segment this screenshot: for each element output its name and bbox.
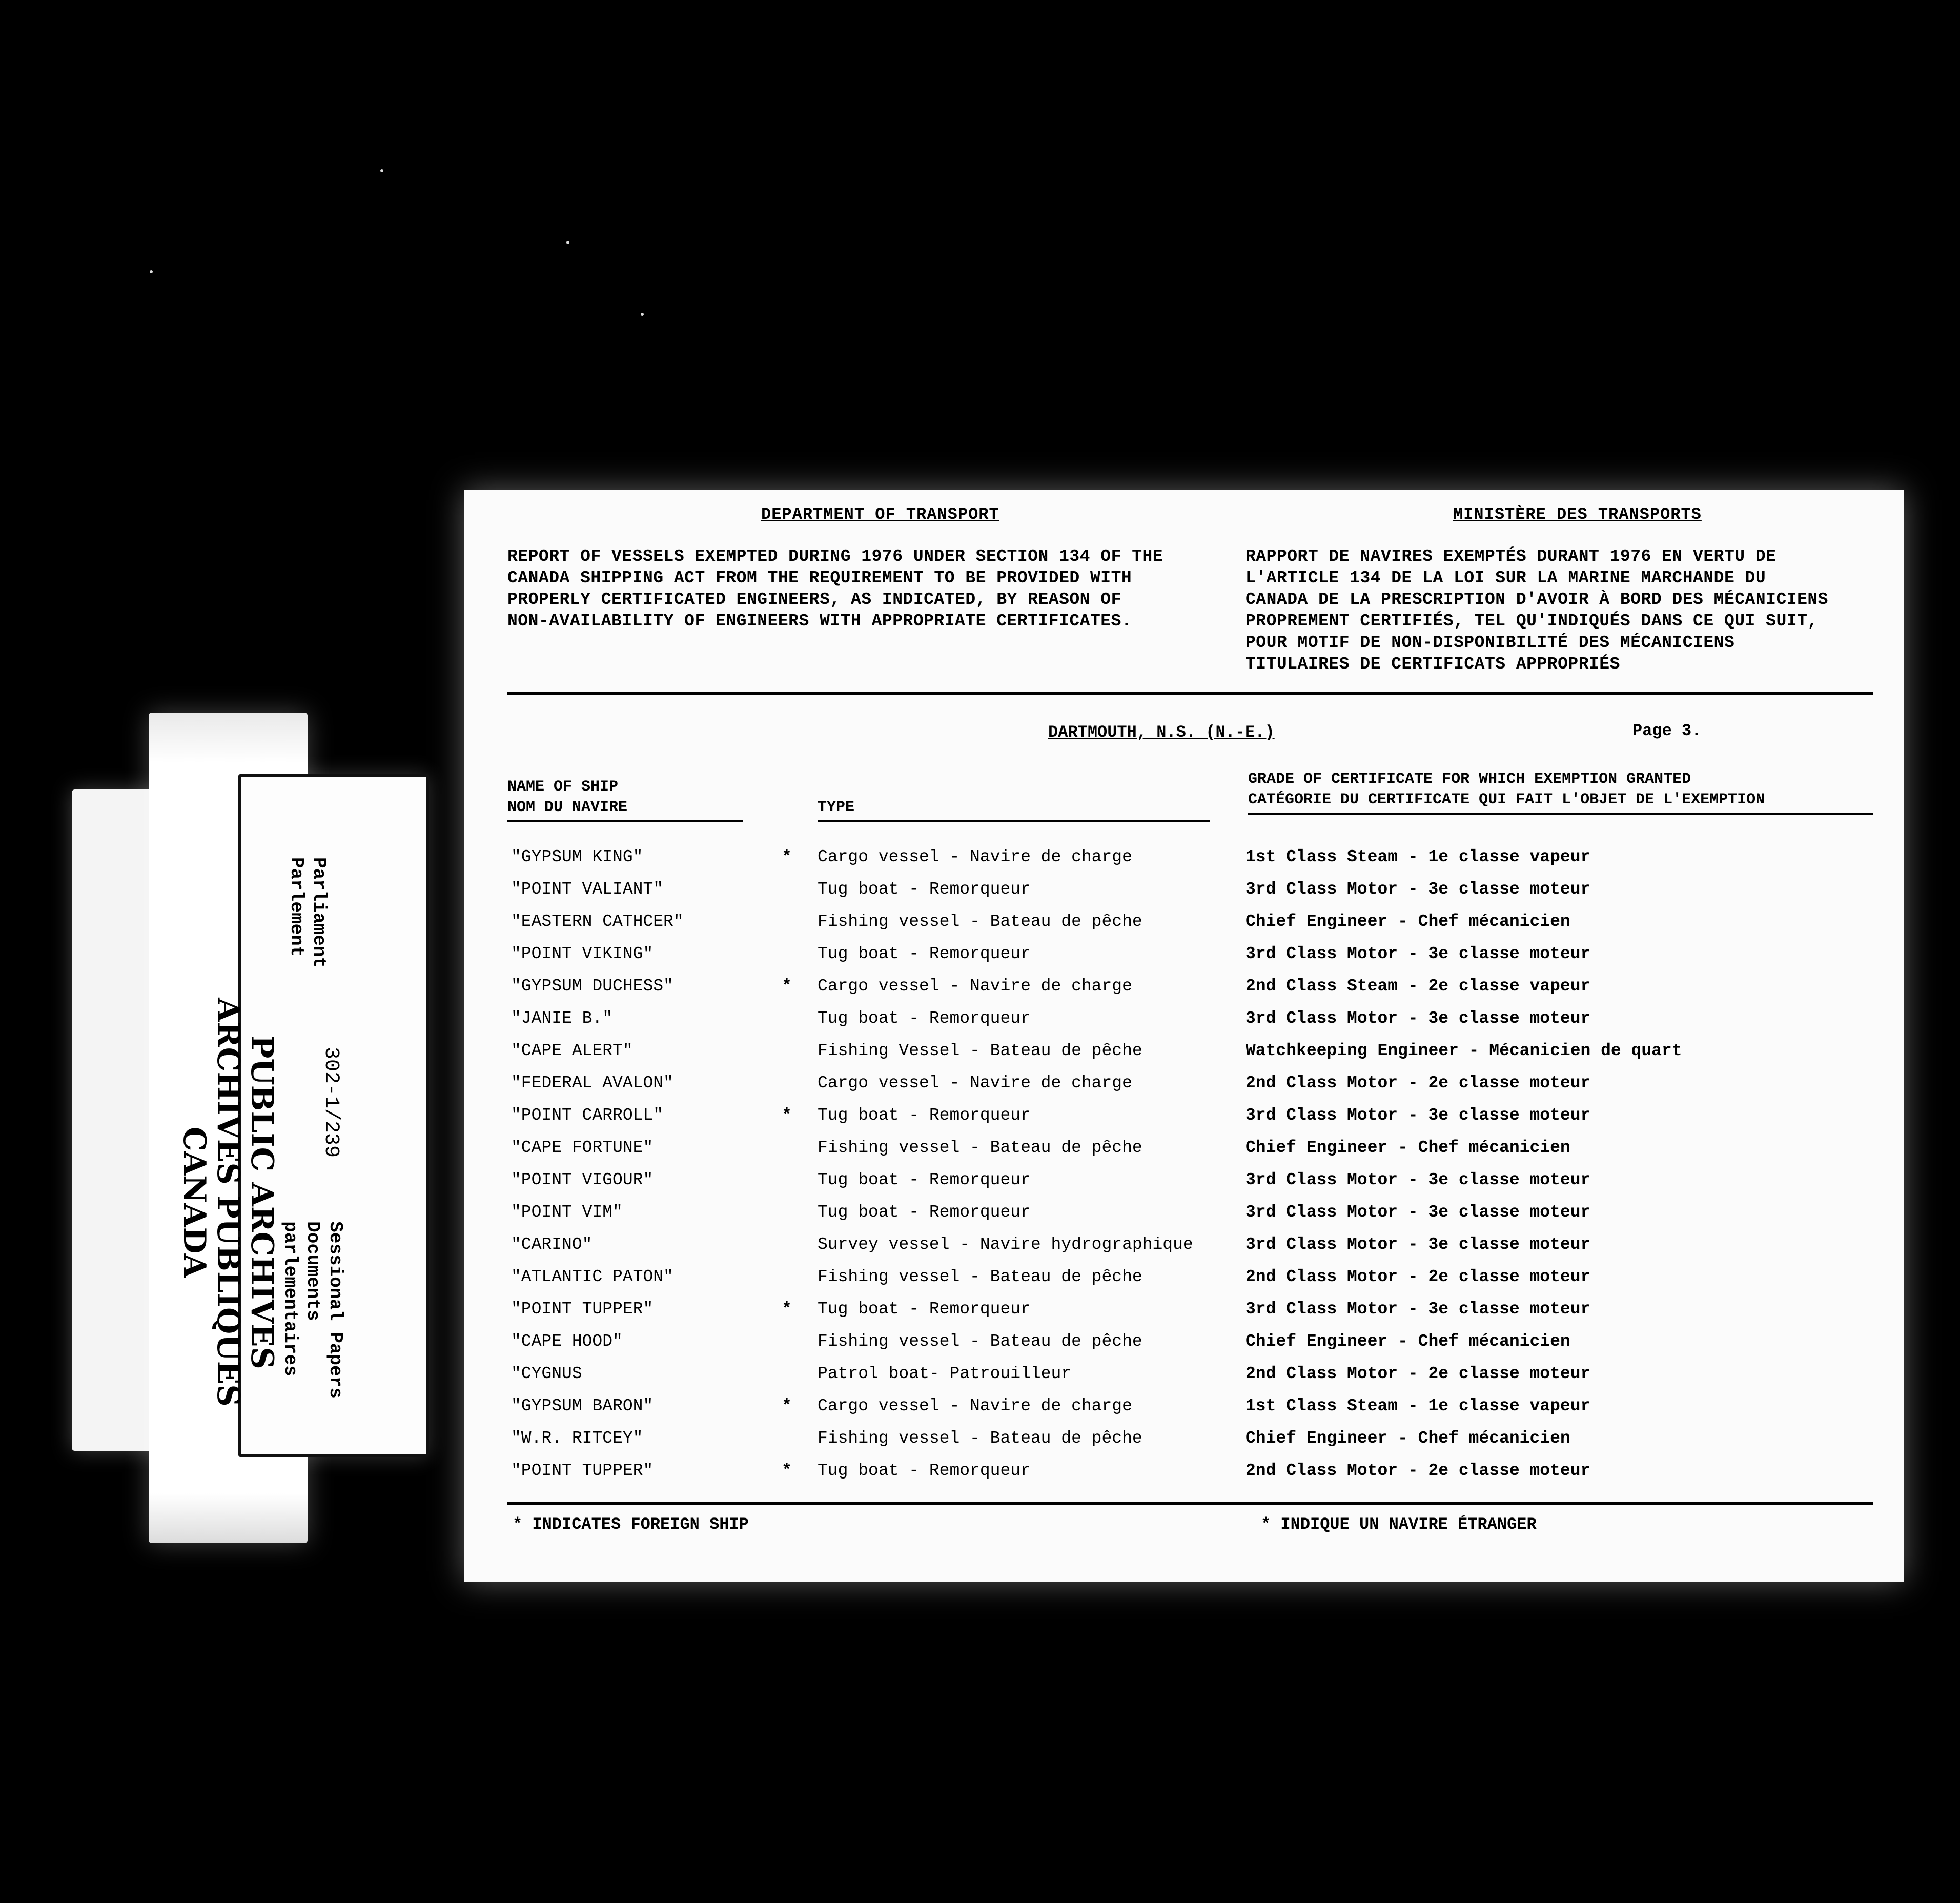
table-row [464,1293,1904,1325]
ship-name: "CAPE HOOD" [511,1332,623,1351]
parliament-en: Parliament [309,857,330,968]
foreign-ship-marker: * [782,847,792,866]
archives-line-1: PUBLIC ARCHIVES [244,1035,280,1369]
vessel-type: Patrol boat- Patrouilleur [818,1364,1072,1383]
vessel-type: Fishing vessel - Bateau de pêche [818,1332,1142,1351]
ship-name: "POINT CARROLL" [511,1106,664,1125]
department-title-en: DEPARTMENT OF TRANSPORT [761,505,999,524]
ship-name: "CYGNUS [511,1364,582,1383]
ship-name: "POINT VIGOUR" [511,1170,654,1189]
column-header-grade: GRADE OF CERTIFICATE FOR WHICH EXEMPTION GRANTED CATÉGORIE DU CERTIFICATE QUI FAIT L'OBJET DE L'EXEMPTION [1248,771,1765,808]
ship-name: "POINT VIM" [511,1203,623,1222]
ship-name: "GYPSUM DUCHESS" [511,977,673,996]
vessel-type: Tug boat - Remorqueur [818,1009,1031,1028]
vessel-type: Tug boat - Remorqueur [818,880,1031,899]
header-underline-type [818,820,1210,822]
ship-name: "FEDERAL AVALON" [511,1074,673,1092]
table-row [464,1358,1904,1390]
vessel-type: Survey vessel - Navire hydrographique [818,1235,1193,1254]
column-header-name: NAME OF SHIP NOM DU NAVIRE [507,778,628,816]
table-row [464,1067,1904,1099]
table-row [464,1035,1904,1067]
vessel-type: Fishing vessel - Bateau de pêche [818,1267,1142,1286]
certificate-grade: 3rd Class Motor - 3e classe moteur [1246,944,1591,963]
table-row [464,1099,1904,1131]
footnote-en: * INDICATES FOREIGN SHIP [513,1515,749,1534]
ship-name: "POINT VIKING" [511,944,654,963]
bottom-divider [507,1502,1873,1505]
location-title: DARTMOUTH, N.S. (N.-E.) [1048,723,1275,742]
exemption-report-document [464,490,1904,1582]
vessel-type: Tug boat - Remorqueur [818,1300,1031,1319]
vessel-type: Fishing Vessel - Bateau de pêche [818,1041,1142,1060]
report-description-fr: RAPPORT DE NAVIRES EXEMPTÉS DURANT 1976 EN VERTU DE L'ARTICLE 134 DE LA LOI SUR LA MARINE MARCHANDE DU CANADA DE LA PRESCRIPTION D'AVOIR À BORD DES MÉCANICIENS PROPREMENT CERTIFIÉS, TEL QU'INDIQUÉS DANS CE QUI SUIT, POUR MOTIF DE NON-DISPONIBILITÉ DES MÉCANICIENS TITULAIRES DE CERTIFICATS APPROPRIÉS [1246,547,1828,674]
certificate-grade: Chief Engineer - Chef mécanicien [1246,912,1570,931]
vessel-type: Fishing vessel - Bateau de pêche [818,912,1142,931]
archives-line-2: ARCHIVES PUBLIQUES [210,998,246,1407]
foreign-ship-marker: * [782,1396,792,1415]
sessional-fr-2: parlementaires [280,1221,301,1376]
public-archives-stamp [177,864,279,1541]
sessional-papers-label [279,1221,346,1399]
certificate-grade: Chief Engineer - Chef mécanicien [1246,1138,1570,1157]
certificate-grade: 3rd Class Motor - 3e classe moteur [1246,1203,1591,1222]
table-row [464,1390,1904,1422]
foreign-ship-marker: * [782,1300,792,1319]
vessel-type: Tug boat - Remorqueur [818,1203,1031,1222]
vessel-type: Tug boat - Remorqueur [818,944,1031,963]
parliament-label [285,857,330,968]
department-title-fr: MINISTÈRE DES TRANSPORTS [1453,505,1702,524]
ship-name: "POINT TUPPER" [511,1461,654,1480]
certificate-grade: 3rd Class Motor - 3e classe moteur [1246,1235,1591,1254]
ship-name: "CAPE ALERT" [511,1041,633,1060]
certificate-grade: 3rd Class Motor - 3e classe moteur [1246,1009,1591,1028]
certificate-grade: 3rd Class Motor - 3e classe moteur [1246,1170,1591,1189]
header-underline-name [507,820,743,822]
foreign-ship-marker: * [782,1461,792,1480]
ship-name: "CAPE FORTUNE" [511,1138,654,1157]
vessel-type: Tug boat - Remorqueur [818,1461,1031,1480]
table-row [464,1422,1904,1454]
certificate-grade: 1st Class Steam - 1e classe vapeur [1246,1396,1591,1415]
foreign-ship-marker: * [782,977,792,996]
background-speck [641,313,644,316]
vessel-table [464,841,1904,1487]
table-row [464,1325,1904,1358]
table-row [464,1196,1904,1228]
certificate-grade: 2nd Class Motor - 2e classe moteur [1246,1364,1591,1383]
table-row [464,841,1904,873]
table-row [464,1131,1904,1164]
certificate-grade: 2nd Class Motor - 2e classe moteur [1246,1267,1591,1286]
ship-name: "EASTERN CATHCER" [511,912,684,931]
reference-number: 302-1/239 [319,1046,342,1158]
ship-name: "GYPSUM KING" [511,847,643,866]
ship-name: "POINT VALIANT" [511,880,664,899]
ship-name: "ATLANTIC PATON" [511,1267,673,1286]
vessel-type: Fishing vessel - Bateau de pêche [818,1138,1142,1157]
ship-name: "JANIE B." [511,1009,613,1028]
certificate-grade: 3rd Class Motor - 3e classe moteur [1246,880,1591,899]
ship-name: "POINT TUPPER" [511,1300,654,1319]
certificate-grade: Chief Engineer - Chef mécanicien [1246,1332,1570,1351]
ship-name: "CARINO" [511,1235,593,1254]
table-row [464,873,1904,905]
vessel-type: Tug boat - Remorqueur [818,1106,1031,1125]
header-underline-grade [1248,813,1873,815]
certificate-grade: 2nd Class Steam - 2e classe vapeur [1246,977,1591,996]
vessel-type: Cargo vessel - Navire de charge [818,1396,1132,1415]
vessel-type: Cargo vessel - Navire de charge [818,847,1132,866]
table-row [464,1261,1904,1293]
background-speck [566,241,569,244]
report-description-en: REPORT OF VESSELS EXEMPTED DURING 1976 UNDER SECTION 134 OF THE CANADA SHIPPING ACT FROM THE REQUIREMENT TO BE PROVIDED WITH PROPERLY CERTIFICATED ENGINEERS, AS INDICATED, BY REASON OF NON-AVAILABILITY OF ENGINEERS WITH APPROPRIATE CERTIFICATES. [507,547,1163,631]
certificate-grade: Watchkeeping Engineer - Mécanicien de quart [1246,1041,1682,1060]
vessel-type: Cargo vessel - Navire de charge [818,1074,1132,1092]
ship-name: "GYPSUM BARON" [511,1396,654,1415]
foreign-ship-marker: * [782,1106,792,1125]
table-row [464,1228,1904,1261]
vessel-type: Fishing vessel - Bateau de pêche [818,1429,1142,1448]
table-row [464,1164,1904,1196]
column-header-type: TYPE [818,799,855,816]
vessel-type: Tug boat - Remorqueur [818,1170,1031,1189]
table-row [464,905,1904,938]
background-speck [150,270,153,273]
table-row [464,938,1904,970]
parliament-fr: Parlement [286,857,307,957]
sessional-fr-1: Documents [302,1221,323,1321]
certificate-grade: 3rd Class Motor - 3e classe moteur [1246,1300,1591,1319]
certificate-grade: 2nd Class Motor - 2e classe moteur [1246,1074,1591,1092]
certificate-grade: 3rd Class Motor - 3e classe moteur [1246,1106,1591,1125]
table-row [464,970,1904,1002]
vessel-type: Cargo vessel - Navire de charge [818,977,1132,996]
sessional-en: Sessional Papers [325,1221,346,1399]
footnote-fr: * INDIQUE UN NAVIRE ÉTRANGER [1261,1515,1537,1534]
certificate-grade: Chief Engineer - Chef mécanicien [1246,1429,1570,1448]
ship-name: "W.R. RITCEY" [511,1429,643,1448]
certificate-grade: 1st Class Steam - 1e classe vapeur [1246,847,1591,866]
table-row [464,1002,1904,1035]
certificate-grade: 2nd Class Motor - 2e classe moteur [1246,1461,1591,1480]
background-speck [380,169,383,172]
page-number: Page 3. [1632,721,1702,740]
top-divider [507,692,1873,695]
archives-line-3: CANADA [176,1126,212,1278]
table-row [464,1454,1904,1487]
archive-label-stack [72,682,379,1548]
